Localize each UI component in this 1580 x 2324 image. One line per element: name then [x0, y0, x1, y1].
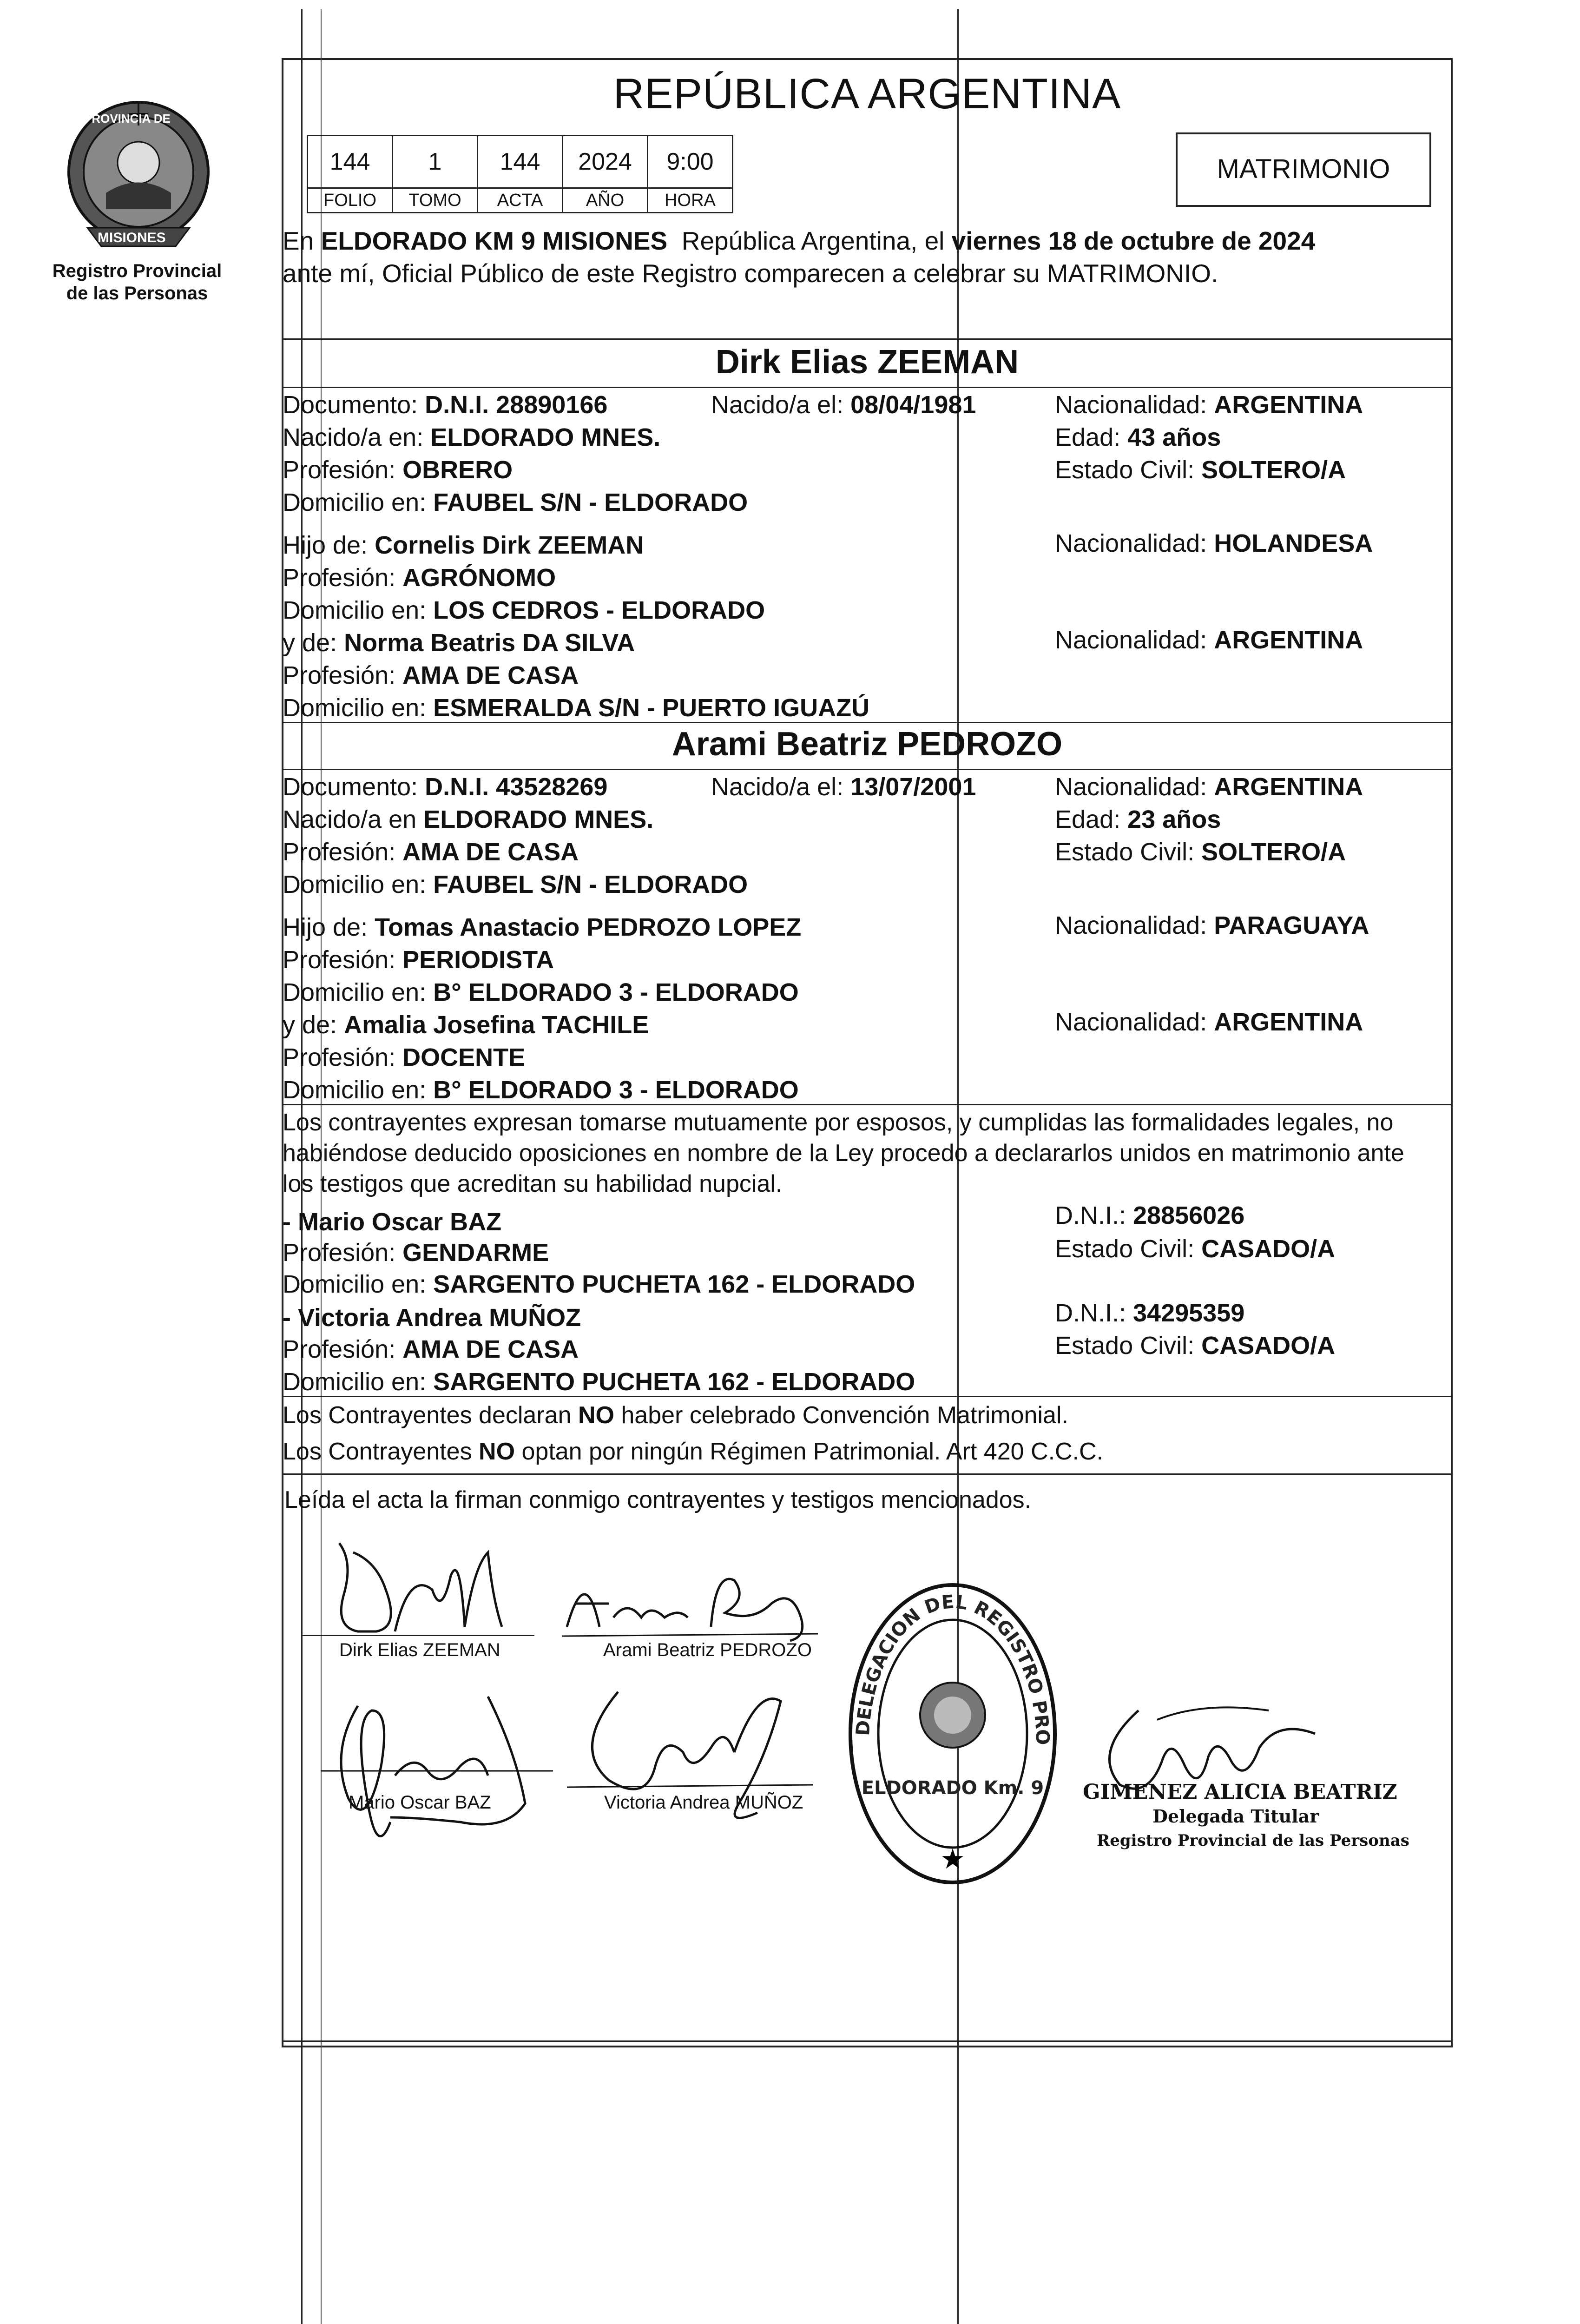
spouse2-padre-nacionalidad: Nacionalidad: PARAGUAYA	[1055, 911, 1369, 939]
spouse2-profesion: Profesión: AMA DE CASA	[283, 838, 579, 866]
spouse1-nacido-el: Nacido/a el: 08/04/1981	[711, 391, 976, 419]
seal-inner-text: ELDORADO Km. 9	[861, 1777, 1044, 1799]
spouse2-madre-nacionalidad: Nacionalidad: ARGENTINA	[1055, 1008, 1363, 1036]
tomo-value: 1	[393, 136, 478, 188]
declaration-line-2: habiéndose deducido oposiciones en nombre de la Ley procedo a declararlos unidos en matrimonio ante	[283, 1140, 1404, 1167]
spouse1-edad: Edad: 43 años	[1055, 423, 1221, 451]
anio-header: AÑO	[563, 188, 648, 213]
witness2-profesion: Profesión: AMA DE CASA	[283, 1335, 579, 1363]
official-stamp-name: GIMENEZ ALICIA BEATRIZ	[1083, 1780, 1397, 1804]
witness2-domicilio: Domicilio en: SARGENTO PUCHETA 162 - ELDORADO	[283, 1368, 915, 1396]
intro-date: viernes 18 de octubre de 2024	[951, 226, 1316, 255]
spouse2-madre: y de: Amalia Josefina TACHILE	[283, 1011, 649, 1039]
witness2-name: - Victoria Andrea MUÑOZ	[283, 1304, 581, 1332]
spouse1-padre-profesion: Profesión: AGRÓNOMO	[283, 564, 556, 592]
document-type-box: MATRIMONIO	[1176, 132, 1431, 207]
intro-place: ELDORADO KM 9 MISIONES	[321, 226, 668, 255]
official-stamp-title: Delegada Titular	[1152, 1806, 1319, 1827]
page-title: REPÚBLICA ARGENTINA	[613, 70, 1121, 118]
spouse1-padre: Hijo de: Cornelis Dirk ZEEMAN	[283, 531, 644, 559]
anio-value: 2024	[563, 136, 648, 188]
witness1-profesion: Profesión: GENDARME	[283, 1239, 549, 1267]
logo-caption-line2: de las Personas	[66, 283, 208, 304]
seal-star-icon: ★	[940, 1843, 965, 1875]
spouse2-documento: Documento: D.N.I. 43528269	[283, 773, 608, 801]
spouse1-madre-profesion: Profesión: AMA DE CASA	[283, 661, 579, 689]
spouse1-estado-civil: Estado Civil: SOLTERO/A	[1055, 456, 1346, 484]
witness1-domicilio: Domicilio en: SARGENTO PUCHETA 162 - ELDORADO	[283, 1270, 915, 1298]
folio-header: FOLIO	[308, 188, 393, 213]
divider-bottom	[282, 2040, 1453, 2042]
logo-caption-line1: Registro Provincial	[52, 261, 222, 281]
spouse1-nacido-en: Nacido/a en: ELDORADO MNES.	[283, 423, 661, 451]
signature-label-dirk: Dirk Elias ZEEMAN	[339, 1640, 500, 1660]
signature-label-arami: Arami Beatriz PEDROZO	[603, 1640, 812, 1660]
signature-label-victoria: Victoria Andrea MUÑOZ	[604, 1792, 803, 1813]
spouse1-madre-nacionalidad: Nacionalidad: ARGENTINA	[1055, 626, 1363, 654]
spouse2-nacido-en: Nacido/a en ELDORADO MNES.	[283, 805, 654, 833]
witness1-estado-civil: Estado Civil: CASADO/A	[1055, 1235, 1336, 1263]
spouse2-padre: Hijo de: Tomas Anastacio PEDROZO LOPEZ	[283, 913, 802, 941]
hora-header: HORA	[648, 188, 733, 213]
spouse2-padre-domicilio: Domicilio en: B° ELDORADO 3 - ELDORADO	[283, 978, 799, 1006]
witness1-name: - Mario Oscar BAZ	[283, 1208, 502, 1236]
convention-line-2: Los Contrayentes NO optan por ningún Régimen Patrimonial. Art 420 C.C.C.	[283, 1438, 1104, 1465]
logo-emblem-top-text: PROVINCIA DE	[84, 112, 171, 125]
spouse2-madre-profesion: Profesión: DOCENTE	[283, 1043, 526, 1071]
divider-convention-top	[282, 1396, 1453, 1397]
signature-dirk	[325, 1534, 520, 1645]
spouse2-madre-domicilio: Domicilio en: B° ELDORADO 3 - ELDORADO	[283, 1076, 799, 1104]
tomo-header: TOMO	[393, 188, 478, 213]
intro-middle: República Argentina, el	[667, 226, 952, 255]
spouse1-name: Dirk Elias ZEEMAN	[715, 343, 1019, 381]
spouse2-nacido-el: Nacido/a el: 13/07/2001	[711, 773, 976, 801]
registry-seal	[833, 1559, 1064, 1892]
spouse2-name: Arami Beatriz PEDROZO	[672, 726, 1063, 763]
signature-label-mario: Mario Oscar BAZ	[349, 1792, 491, 1813]
spouse1-padre-nacionalidad: Nacionalidad: HOLANDESA	[1055, 529, 1373, 557]
closing-text: Leída el acta la firman conmigo contrayentes y testigos mencionados.	[284, 1486, 1032, 1513]
declaration-line-3: los testigos que acreditan su habilidad nupcial.	[283, 1170, 783, 1197]
spouse2-domicilio: Domicilio en: FAUBEL S/N - ELDORADO	[283, 871, 748, 898]
spouse1-madre: y de: Norma Beatris DA SILVA	[283, 629, 635, 657]
spouse1-documento: Documento: D.N.I. 28890166	[283, 391, 608, 419]
signature-arami	[558, 1552, 827, 1645]
witness2-estado-civil: Estado Civil: CASADO/A	[1055, 1332, 1336, 1360]
spouse1-padre-domicilio: Domicilio en: LOS CEDROS - ELDORADO	[283, 596, 765, 624]
signature-mario	[321, 1683, 562, 1868]
spouse2-edad: Edad: 23 años	[1055, 805, 1221, 833]
divider-spouse1-name	[282, 387, 1453, 388]
spouse1-profesion: Profesión: OBRERO	[283, 456, 513, 484]
divider-spouse1-top	[282, 338, 1453, 340]
folio-value: 144	[308, 136, 393, 188]
intro-line-1	[283, 224, 1315, 257]
intro-line-2: ante mí, Oficial Público de este Registro comparecen a celebrar su MATRIMONIO.	[283, 259, 1218, 288]
spouse2-estado-civil: Estado Civil: SOLTERO/A	[1055, 838, 1346, 866]
spouse1-nacionalidad: Nacionalidad: ARGENTINA	[1055, 391, 1363, 419]
declaration-line-1: Los contrayentes expresan tomarse mutuamente por esposos, y cumplidas las formalidades legales, no	[283, 1109, 1394, 1136]
acta-data-table	[307, 135, 733, 213]
official-stamp-registry: Registro Provincial de las Personas	[1097, 1831, 1409, 1850]
logo-emblem-bottom-text: MISIONES	[98, 230, 166, 245]
spouse2-nacionalidad: Nacionalidad: ARGENTINA	[1055, 773, 1363, 801]
signature-line-1	[302, 1635, 534, 1636]
intro-prefix: En	[283, 226, 321, 255]
acta-header: ACTA	[478, 188, 563, 213]
divider-declaration-top	[282, 1104, 1453, 1105]
acta-value: 144	[478, 136, 563, 188]
witness1-dni: D.N.I.: 28856026	[1055, 1202, 1245, 1229]
divider-spouse2-top	[282, 722, 1453, 723]
spouse2-padre-profesion: Profesión: PERIODISTA	[283, 946, 554, 974]
divider-closing-top	[282, 1473, 1453, 1475]
spouse1-domicilio: Domicilio en: FAUBEL S/N - ELDORADO	[283, 489, 748, 516]
spouse1-madre-domicilio: Domicilio en: ESMERALDA S/N - PUERTO IGUAZÚ	[283, 694, 870, 722]
hora-value: 9:00	[648, 136, 733, 188]
witness2-dni: D.N.I.: 34295359	[1055, 1299, 1245, 1327]
seal-outer-text: DELEGACION DEL REGISTRO PROVINCIAL DE LAS PERSONAS	[833, 1559, 1053, 1745]
convention-line-1: Los Contrayentes declaran NO haber celebrado Convención Matrimonial.	[283, 1402, 1068, 1429]
divider-spouse2-name	[282, 769, 1453, 770]
